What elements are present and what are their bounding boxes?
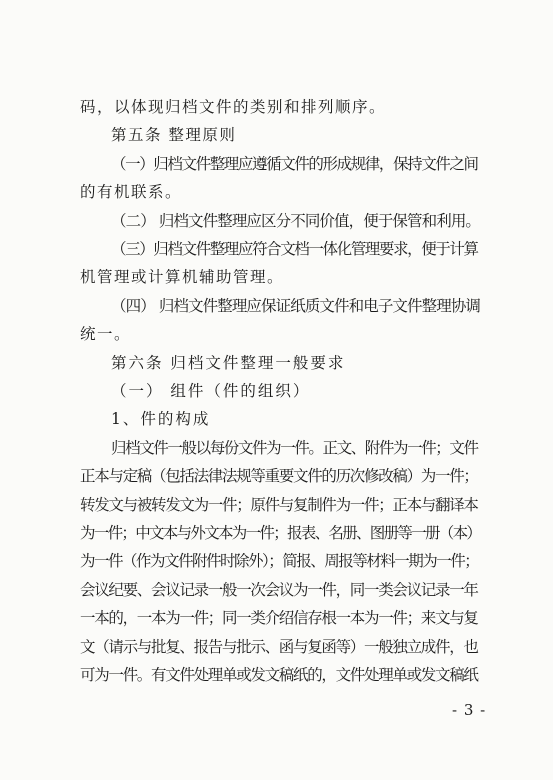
text-line: 统一。: [80, 325, 132, 344]
text-line: 的有机联系。: [80, 183, 183, 202]
article-heading: 第五条 整理原则: [111, 126, 237, 145]
text-line: （四） 归档文件整理应保证纸质文件和电子文件整理协调: [111, 296, 481, 315]
subsection-heading: 1、件的构成: [111, 410, 211, 429]
text-line: 可为一件。有文件处理单或发文稿纸的，文件处理单或发文稿纸: [80, 666, 478, 684]
text-line: 转发文与被转发文为一件；原件与复制件为一件；正本与翻译本: [80, 495, 478, 514]
text-line: 会议纪要、会议记录一般一次会议为一件，同一类会议记录一年: [80, 580, 478, 599]
page-number: - 3 -: [452, 701, 487, 719]
article-heading: 第六条 归档文件整理一般要求: [111, 353, 346, 372]
text-line: 一本的，一本为一件；同一类介绍信存根一本为一件；来文与复: [80, 609, 478, 628]
text-line: 为一件；中文本与外文本为一件；报表、名册、图册等一册（本）: [80, 524, 481, 542]
text-line: 归档文件一般以每份文件为一件。正文、附件为一件；文件: [111, 438, 478, 457]
text-line: （三）归档文件整理应符合文档一体化管理要求，便于计算: [111, 240, 478, 258]
text-line: 码，以体现归档文件的类别和排列顺序。: [80, 98, 387, 116]
text-line: 机管理或计算机辅助管理。: [80, 268, 285, 287]
text-line: 文（请示与批复、报告与批示、函与复函等）一般独立成件，也: [80, 637, 478, 656]
text-line: 正本与定稿（包括法律法规等重要文件的历次修改稿）为一件；: [80, 467, 478, 486]
text-line: （一）归档文件整理应遵循文件的形成规律，保持文件之间: [111, 154, 478, 173]
text-line: （二） 归档文件整理应区分不同价值，便于保管和利用。: [111, 211, 481, 230]
text-line: 为一件（作为文件附件时除外）；简报、周报等材料一期为一件；: [80, 552, 479, 571]
section-heading: （一） 组件（件的组织）: [111, 382, 311, 400]
